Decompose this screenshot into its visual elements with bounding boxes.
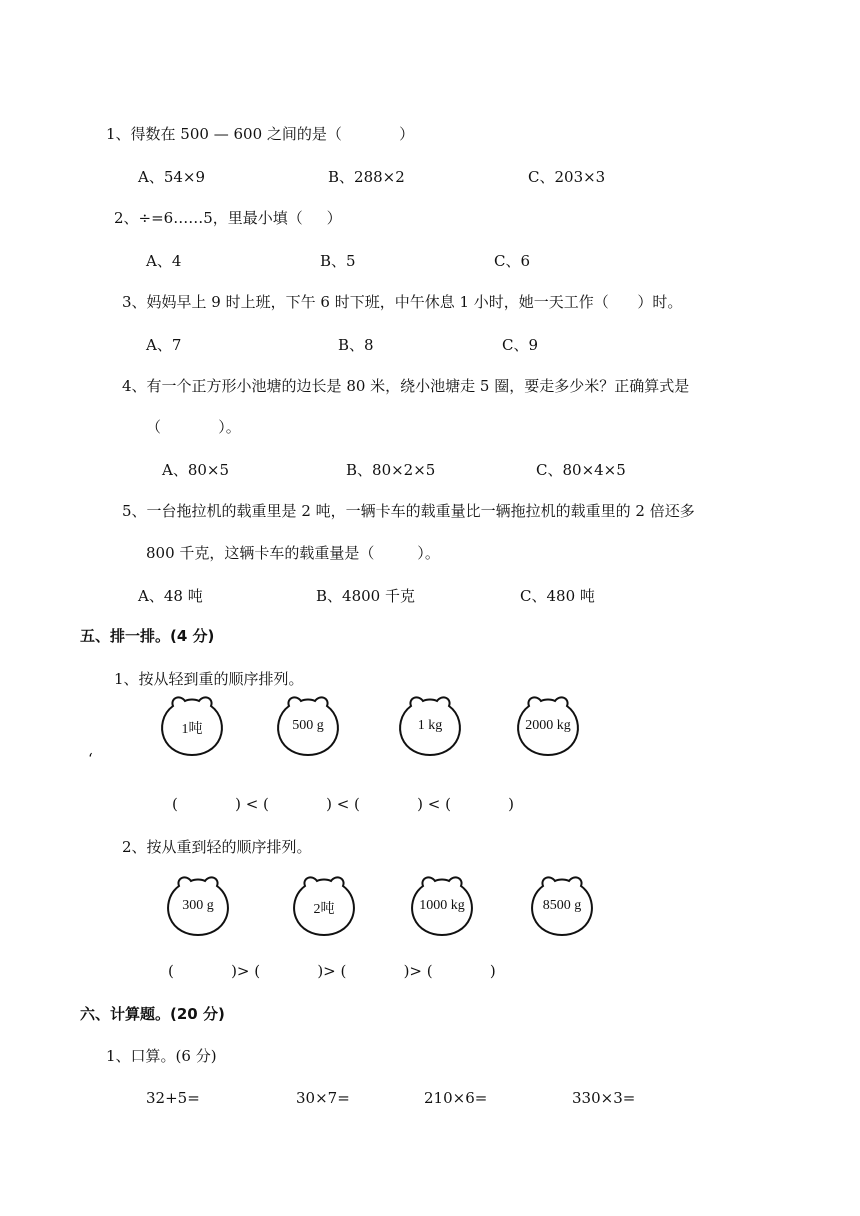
question-2-option-b: B、5 — [320, 252, 356, 270]
question-4-stem-line1: 4、有一个正方形小池塘的边长是 80 米，绕小池塘走 5 圈，要走多少米？正确算式是 — [122, 377, 690, 395]
oral-calc-problem: 210×6= — [424, 1089, 488, 1107]
question-3-option-c: C、9 — [502, 336, 539, 354]
section-5-sub1-instruction: 1、按从轻到重的顺序排列。 — [114, 670, 304, 688]
section-5-heading: 五、排一排。(4 分) — [80, 627, 215, 645]
weight-label: 1吨 — [181, 722, 203, 737]
weight-card — [396, 694, 464, 756]
question-1-option-c: C、203×3 — [528, 168, 606, 186]
weight-card — [164, 874, 232, 936]
question-2-stem: 2、÷=6……5，里最小填（ ） — [114, 209, 342, 227]
stray-mark: ‘ — [88, 750, 93, 768]
weight-label: 500 g — [292, 718, 324, 733]
section-6-sub1-instruction: 1、口算。(6 分) — [106, 1047, 217, 1065]
weight-label: 300 g — [182, 898, 214, 913]
weight-label: 2000 kg — [525, 718, 571, 733]
question-5-option-a: A、48 吨 — [138, 587, 203, 605]
weight-card — [274, 694, 342, 756]
question-4-stem-line2: （ ）。 — [146, 418, 241, 436]
question-3-option-a: A、7 — [146, 336, 182, 354]
weight-label: 1000 kg — [419, 898, 465, 913]
oral-calc-problem: 30×7= — [296, 1089, 350, 1107]
oral-calc-problem: 330×3= — [572, 1089, 636, 1107]
question-4-option-b: B、80×2×5 — [346, 461, 436, 479]
weight-card — [528, 874, 596, 936]
question-5-stem-line2: 800 千克，这辆卡车的载重量是（ ）。 — [146, 544, 440, 562]
question-5-option-c: C、480 吨 — [520, 587, 595, 605]
weight-label: 2吨 — [313, 902, 335, 917]
section-5-sub1-answer-line: ( ) < ( ) < ( ) < ( ) — [172, 795, 514, 813]
question-3-stem: 3、妈妈早上 9 时上班，下午 6 时下班，中午休息 1 小时，她一天工作（ ）时。 — [122, 293, 683, 311]
question-4-option-c: C、80×4×5 — [536, 461, 626, 479]
section-6-heading: 六、计算题。(20 分) — [80, 1005, 225, 1023]
question-1-option-a: A、54×9 — [138, 168, 206, 186]
weight-card — [514, 694, 582, 756]
weight-label: 8500 g — [542, 898, 582, 913]
question-5-stem-line1: 5、一台拖拉机的载重里是 2 吨，一辆卡车的载重量比一辆拖拉机的载重里的 2 倍还多 — [122, 502, 695, 520]
weight-card — [408, 874, 476, 936]
weight-card — [158, 694, 226, 756]
question-5-option-b: B、4800 千克 — [316, 587, 415, 605]
weight-label: 1 kg — [417, 718, 443, 733]
question-3-option-b: B、8 — [338, 336, 374, 354]
question-1-option-b: B、288×2 — [328, 168, 405, 186]
question-4-option-a: A、80×5 — [162, 461, 230, 479]
question-2-option-c: C、6 — [494, 252, 531, 270]
question-2-option-a: A、4 — [146, 252, 182, 270]
section-5-sub2-answer-line: ( )> ( )> ( )> ( ) — [168, 962, 496, 980]
question-1-stem: 1、得数在 500 — 600 之间的是（ ） — [106, 125, 415, 143]
oral-calc-problem: 32+5= — [146, 1089, 200, 1107]
section-5-sub2-instruction: 2、按从重到轻的顺序排列。 — [122, 838, 312, 856]
weight-card — [290, 874, 358, 936]
